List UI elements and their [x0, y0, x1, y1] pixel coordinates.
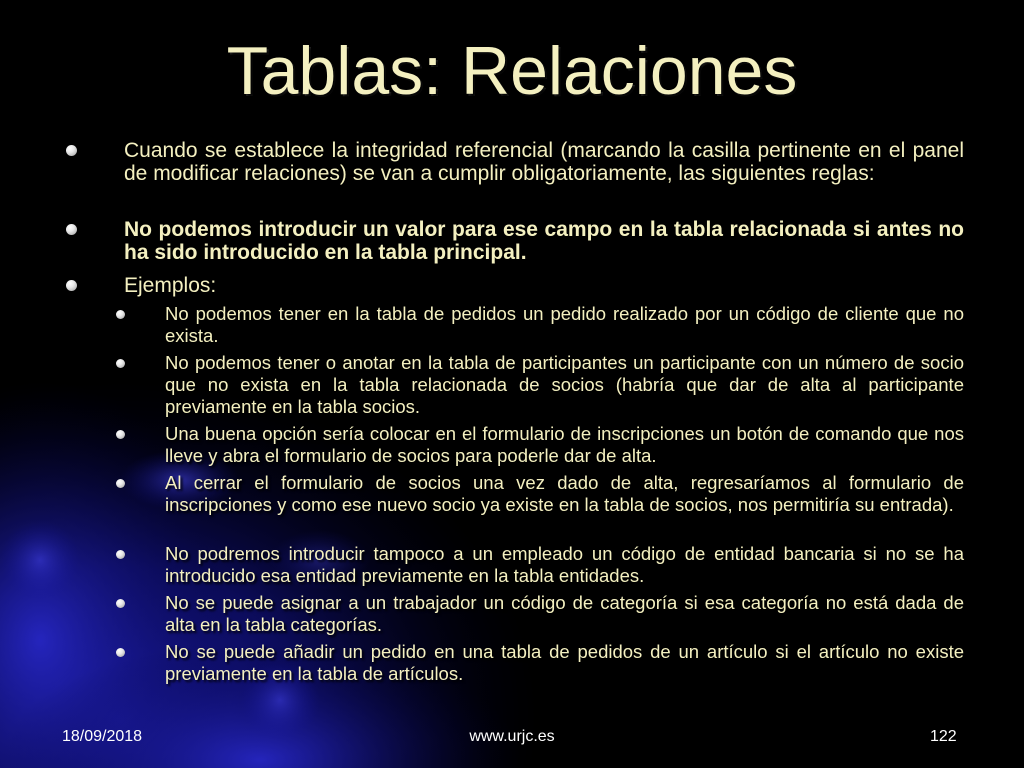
sub-bullet-dot-icon	[116, 359, 125, 368]
sub-bullet-text: No se puede asignar a un trabajador un código de categoría si esa categoría no está dada de alta en la tabla categorías.	[165, 592, 964, 635]
bullet-text: Ejemplos:	[124, 274, 217, 297]
footer-url: www.urjc.es	[469, 728, 555, 745]
bullet-text: Cuando se establece la integridad referencial (marcando la casilla pertinente en el panel de modificar relaciones) se van a cumplir obligatoriamente, las siguientes reglas:	[124, 139, 964, 185]
sub-bullet-text: Al cerrar el formulario de socios una vez dado de alta, regresaríamos al formulario de inscripciones y como ese nuevo socio ya existe en la tabla de socios, nos permitiría su entrada).	[165, 472, 964, 515]
sub-bullet-text: Una buena opción sería colocar en el formulario de inscripciones un botón de comando que nos lleve y abra el formulario de socios para poderle dar de alta.	[165, 423, 964, 466]
slide-title: Tablas: Relaciones	[226, 33, 798, 109]
bullet-dot-icon	[66, 224, 77, 235]
footer-date: 18/09/2018	[62, 728, 143, 745]
sub-bullet-text: No podemos tener en la tabla de pedidos un pedido realizado por un código de cliente que no exista.	[165, 303, 964, 346]
bullet-dot-icon	[66, 280, 77, 291]
sub-bullet-dot-icon	[116, 599, 125, 608]
sub-bullet-dot-icon	[116, 310, 125, 319]
sub-bullet-dot-icon	[116, 648, 125, 657]
sub-bullet-text: No podremos introducir tampoco a un empleado un código de entidad bancaria si no se ha introducido esa entidad previamente en la tabla entidades.	[165, 543, 964, 586]
footer-page-number: 122	[930, 728, 957, 745]
sub-bullet-dot-icon	[116, 550, 125, 559]
sub-bullet-dot-icon	[116, 479, 125, 488]
sub-bullet-dot-icon	[116, 430, 125, 439]
bullet-dot-icon	[66, 145, 77, 156]
bullet-text: No podemos introducir un valor para ese campo en la tabla relacionada si antes no ha sido introducido en la tabla principal.	[124, 218, 964, 264]
sub-bullet-text: No podemos tener o anotar en la tabla de participantes un participante con un número de socio que no exista en la tabla relacionada de socios (habría que dar de alta al participante previamente en la tabla socios.	[165, 352, 964, 417]
sub-bullet-text: No se puede añadir un pedido en una tabla de pedidos de un artículo si el artículo no existe previamente en la tabla de artículos.	[165, 641, 964, 684]
